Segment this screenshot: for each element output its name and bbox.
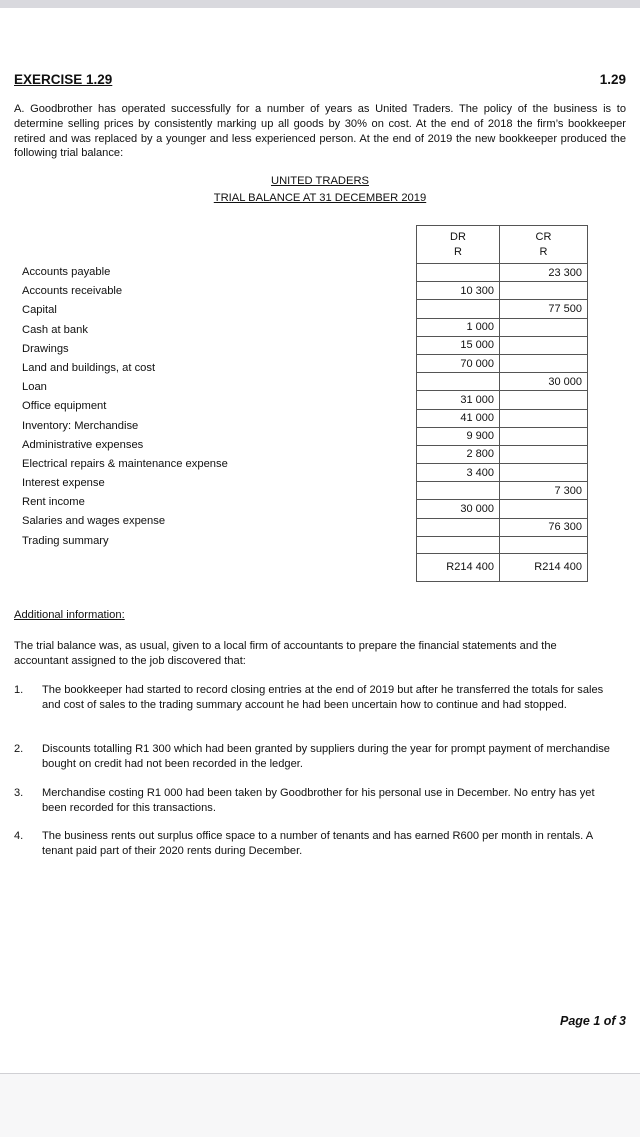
account-name: Office equipment (22, 400, 107, 413)
account-name: Trading summary (22, 534, 109, 547)
table-row (417, 373, 588, 391)
table-row (417, 282, 588, 300)
cr-cell (500, 336, 588, 354)
account-name: Capital (22, 304, 57, 317)
dr-total: R214 400 (417, 553, 500, 581)
account-names-list (22, 263, 402, 551)
cr-cell (500, 427, 588, 445)
account-name: Interest expense (22, 477, 105, 490)
table-row (417, 482, 588, 500)
dr-cell: 10 300 (417, 282, 500, 300)
dr-cell: 70 000 (417, 354, 500, 372)
account-name: Drawings (22, 342, 69, 355)
dr-cell: 2 800 (417, 445, 500, 463)
trial-balance-business-name: UNITED TRADERS (270, 175, 369, 187)
exercise-number: 1.29 (599, 72, 626, 87)
cr-cell (500, 500, 588, 518)
list-item-text: The bookkeeper had started to record closing entries at the end of 2019 but after he transferred the totals for sales and cost of sales to the trading summary account he had been uncertain how to continue and had stopped. (42, 684, 604, 711)
trial-balance-title: TRIAL BALANCE AT 31 DECEMBER 2019 (213, 192, 427, 204)
table-row (417, 336, 588, 354)
account-name: Loan (22, 381, 47, 394)
page-number: Page 1 of 3 (560, 1014, 626, 1028)
dr-cell (417, 300, 500, 318)
account-name: Accounts receivable (22, 285, 123, 298)
cr-cell: 23 300 (500, 264, 588, 282)
table-row (417, 427, 588, 445)
cr-cell (500, 318, 588, 336)
trial-balance-table (416, 225, 588, 582)
table-row (417, 500, 588, 518)
account-name: Cash at bank (22, 323, 88, 336)
dr-cell: 9 900 (417, 427, 500, 445)
cr-cell (500, 391, 588, 409)
cr-cell: 76 300 (500, 518, 588, 536)
table-header-row (417, 226, 588, 264)
table-row (417, 264, 588, 282)
account-name: Inventory: Merchandise (22, 419, 139, 432)
intro-paragraph: A. Goodbrother has operated successfully for a number of years as United Traders. The policy of the business is to determine selling prices by consistently marking up all goods by 30% on cost. At the end of 2018 the firm’s bookkeeper retired and was replaced by a younger and less experienced person. At the end of 2019 the new bookkeeper produced the following trial balance: (14, 103, 626, 160)
account-name: Electrical repairs & maintenance expense (22, 457, 228, 470)
dr-cell: 3 400 (417, 464, 500, 482)
dr-column-header: DR R (417, 226, 500, 264)
table-row (417, 518, 588, 536)
table-row (417, 318, 588, 336)
list-item-number: 1. (14, 684, 24, 696)
dr-cell: 30 000 (417, 500, 500, 518)
exercise-title: EXERCISE 1.29 (14, 72, 113, 87)
list-item-number: 3. (14, 787, 24, 799)
cr-total: R214 400 (500, 553, 588, 581)
viewer-top-band (0, 0, 640, 8)
additional-information-intro: The trial balance was, as usual, given to a local firm of accountants to prepare the financial statements and the accountant assigned to the job discovered that: (14, 640, 557, 667)
table-row (417, 354, 588, 372)
list-item-text: Discounts totalling R1 300 which had been granted by suppliers during the year for prompt payment of merchandise bought on credit had not been recorded in the ledger. (42, 743, 610, 770)
table-row (417, 464, 588, 482)
list-item-text: The business rents out surplus office space to a number of tenants and has earned R600 per month in rentals. A tenant paid part of their 2020 rents during December. (42, 830, 593, 857)
table-row (417, 409, 588, 427)
dr-cell: 1 000 (417, 318, 500, 336)
dr-cell (417, 373, 500, 391)
cr-cell: 30 000 (500, 373, 588, 391)
cr-cell: 7 300 (500, 482, 588, 500)
account-name: Rent income (22, 496, 85, 509)
dr-cell: 15 000 (417, 336, 500, 354)
list-item-number: 2. (14, 743, 24, 755)
table-row (417, 300, 588, 318)
account-name: Land and buildings, at cost (22, 361, 156, 374)
cr-cell (500, 464, 588, 482)
dr-cell (417, 264, 500, 282)
table-row (417, 445, 588, 463)
table-total-row (417, 553, 588, 581)
table-row (417, 391, 588, 409)
list-item-text: Merchandise costing R1 000 had been taken by Goodbrother for his personal use in December. No entry has yet been recorded for this transactions. (42, 787, 595, 814)
cr-cell (500, 354, 588, 372)
cr-cell: 77 500 (500, 300, 588, 318)
cr-column-header: CR R (500, 226, 588, 264)
viewer-bottom-band (0, 1073, 640, 1137)
list-item-number: 4. (14, 830, 24, 842)
cr-cell (500, 445, 588, 463)
account-name: Salaries and wages expense (22, 515, 166, 528)
dr-cell: 41 000 (417, 409, 500, 427)
dr-cell: 31 000 (417, 391, 500, 409)
cr-cell (500, 282, 588, 300)
additional-information-heading: Additional information: (14, 609, 125, 621)
dr-cell (417, 518, 500, 536)
table-spacer-row (417, 536, 588, 553)
cr-cell (500, 409, 588, 427)
account-name: Accounts payable (22, 266, 111, 278)
account-name: Administrative expenses (22, 438, 144, 451)
dr-cell (417, 482, 500, 500)
